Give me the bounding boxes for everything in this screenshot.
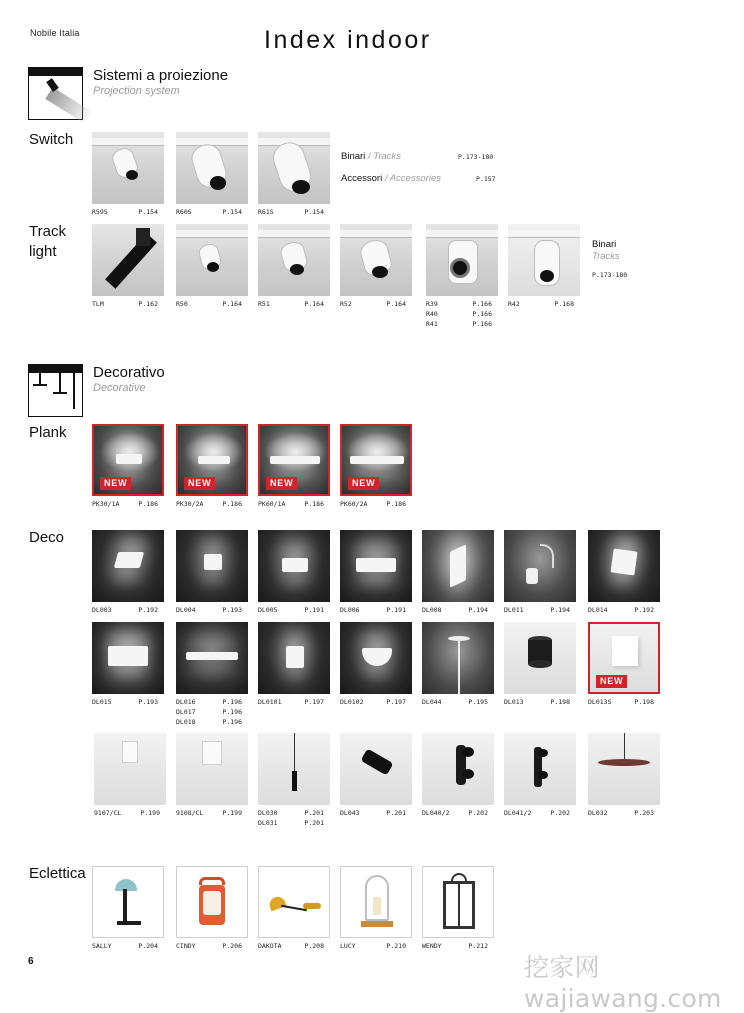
- product-image: [258, 132, 330, 204]
- product-codes: [92, 499, 119, 509]
- group-label-deco: Deco: [29, 529, 65, 546]
- product-image: [258, 224, 330, 296]
- product-image: [422, 733, 494, 805]
- product-card[interactable]: [258, 733, 332, 828]
- product-pages: [222, 697, 242, 727]
- link-track-tracks[interactable]: Tracks: [592, 251, 620, 262]
- product-image: [258, 622, 330, 694]
- product-image: [340, 733, 412, 805]
- product-code: WENDY: [422, 942, 442, 950]
- product-card[interactable]: [176, 224, 250, 309]
- product-code: DL015: [92, 698, 112, 706]
- product-pages: [386, 941, 406, 951]
- product-pages: [138, 299, 158, 309]
- product-image: [258, 530, 330, 602]
- product-page: P.196: [222, 718, 242, 726]
- product-pages: [138, 499, 158, 509]
- product-page: P.166: [472, 320, 492, 328]
- product-page: P.186: [386, 500, 406, 508]
- product-codes: [508, 299, 520, 309]
- product-image: [176, 733, 248, 805]
- product-codes: [422, 941, 442, 951]
- product-code: DL040/2: [422, 809, 450, 817]
- product-page: P.154: [304, 208, 324, 216]
- product-page: P.199: [140, 809, 160, 817]
- product-page: P.192: [634, 606, 654, 614]
- product-card[interactable]: [504, 622, 578, 707]
- product-codes: [176, 941, 196, 951]
- product-card[interactable]: [340, 530, 414, 615]
- product-card[interactable]: [258, 866, 332, 951]
- product-pages: [138, 697, 158, 707]
- product-codes: [258, 299, 270, 309]
- product-pages: [222, 605, 242, 615]
- product-code: R40: [426, 310, 438, 318]
- product-codes: [92, 605, 112, 615]
- product-codes: [588, 605, 608, 615]
- group-label-plank: Plank: [29, 424, 67, 441]
- product-code: DL030: [258, 809, 278, 817]
- pendant-lights-icon: [28, 364, 83, 417]
- product-image: [422, 866, 494, 938]
- product-codes: [176, 697, 196, 727]
- product-card[interactable]: [258, 530, 332, 615]
- product-codes: [92, 697, 112, 707]
- product-pages: [468, 697, 488, 707]
- product-code: PK30/1A: [92, 500, 120, 508]
- brand-name: Nobile Italia: [30, 28, 80, 38]
- product-card[interactable]: [588, 622, 662, 707]
- product-card[interactable]: [258, 224, 332, 309]
- group-label-eclettica: Eclettica: [29, 865, 86, 882]
- product-pages: [222, 299, 242, 309]
- product-codes: [92, 207, 108, 217]
- product-codes: [588, 808, 608, 818]
- product-image: [176, 530, 248, 602]
- page-number: 6: [28, 956, 34, 967]
- product-image: [176, 224, 248, 296]
- product-page: P.186: [304, 500, 324, 508]
- product-page: P.199: [222, 809, 242, 817]
- product-code: R42: [508, 300, 520, 308]
- product-page: P.210: [386, 942, 406, 950]
- product-image: [504, 622, 576, 694]
- product-codes: [176, 808, 203, 818]
- product-codes: [258, 207, 274, 217]
- product-pages: [386, 605, 406, 615]
- product-codes: [426, 299, 438, 329]
- product-card[interactable]: [176, 424, 250, 509]
- product-code: DL016: [176, 698, 196, 706]
- product-page: P.203: [634, 809, 654, 817]
- product-card[interactable]: [422, 733, 496, 818]
- section-title-projection: Sistemi a proiezione: [93, 67, 229, 84]
- section-subtitle-projection: Projection system: [93, 85, 180, 97]
- product-card[interactable]: [422, 622, 496, 707]
- product-code: 9107/CL: [94, 809, 122, 817]
- product-page: P.195: [468, 698, 488, 706]
- product-image: [92, 622, 164, 694]
- product-image: [504, 733, 576, 805]
- product-card[interactable]: [176, 132, 250, 217]
- product-page: P.193: [222, 606, 242, 614]
- product-image: [340, 622, 412, 694]
- product-image: [588, 530, 660, 602]
- product-codes: [340, 299, 352, 309]
- product-codes: [340, 499, 367, 509]
- product-card[interactable]: [176, 622, 250, 727]
- link-accessories[interactable]: Accessori / Accessories: [341, 173, 441, 184]
- product-card[interactable]: [588, 530, 662, 615]
- product-card[interactable]: [176, 866, 250, 951]
- product-code: 9108/CL: [176, 809, 204, 817]
- group-label-switch: Switch: [29, 131, 74, 148]
- product-image: [92, 132, 164, 204]
- product-codes: [258, 697, 281, 707]
- product-page: P.196: [222, 708, 242, 716]
- new-badge: NEW: [596, 675, 627, 688]
- product-page: P.204: [138, 942, 158, 950]
- product-pages: [222, 808, 242, 818]
- product-code: DL0101: [258, 698, 282, 706]
- product-pages: [386, 697, 406, 707]
- product-codes: [258, 808, 278, 828]
- product-code: R50: [176, 300, 188, 308]
- product-image: [176, 424, 248, 496]
- product-page: P.201: [386, 809, 406, 817]
- product-codes: [422, 605, 442, 615]
- link-tracks-page: P.173-180: [458, 153, 494, 161]
- product-pages: [222, 941, 242, 951]
- product-codes: [92, 941, 112, 951]
- product-image: [588, 733, 660, 805]
- product-card[interactable]: [340, 622, 414, 707]
- product-code: PK30/2A: [176, 500, 204, 508]
- product-pages: [472, 299, 492, 329]
- product-code: R60S: [176, 208, 192, 216]
- product-card[interactable]: [422, 866, 496, 951]
- product-pages: [138, 941, 158, 951]
- product-pages: [468, 808, 488, 818]
- product-card[interactable]: [176, 530, 250, 615]
- product-code: DL004: [176, 606, 196, 614]
- product-codes: [92, 299, 104, 309]
- product-image: [258, 733, 330, 805]
- product-code: DL008: [422, 606, 442, 614]
- section-title-decorative: Decorativo: [93, 364, 165, 381]
- product-code: DL013S: [588, 698, 612, 706]
- product-card[interactable]: [504, 530, 578, 615]
- product-pages: [304, 808, 324, 828]
- product-page: P.191: [386, 606, 406, 614]
- product-page: P.198: [634, 698, 654, 706]
- product-code: R39: [426, 300, 438, 308]
- product-code: R51: [258, 300, 270, 308]
- product-card[interactable]: [422, 530, 496, 615]
- track-spotlight-icon: [28, 67, 83, 120]
- product-page: P.154: [222, 208, 242, 216]
- product-image: [92, 424, 164, 496]
- new-badge: NEW: [348, 477, 379, 490]
- product-pages: [304, 941, 324, 951]
- product-image: [340, 530, 412, 602]
- product-codes: [258, 499, 285, 509]
- product-code: DL011: [504, 606, 524, 614]
- product-card[interactable]: [508, 224, 582, 309]
- product-code: DAKOTA: [258, 942, 282, 950]
- product-card[interactable]: [340, 866, 414, 951]
- product-image: [508, 224, 580, 296]
- product-card[interactable]: [92, 424, 166, 509]
- product-card[interactable]: [176, 733, 250, 818]
- product-page: P.193: [138, 698, 158, 706]
- product-codes: [176, 299, 188, 309]
- product-card[interactable]: [92, 622, 166, 707]
- new-badge: NEW: [184, 477, 215, 490]
- product-card[interactable]: [92, 224, 166, 309]
- product-code: LUCY: [340, 942, 356, 950]
- product-image: [340, 224, 412, 296]
- product-page: P.164: [304, 300, 324, 308]
- watermark: 挖家网 wajiawang.com: [524, 953, 722, 1013]
- product-codes: [504, 697, 524, 707]
- product-image: [340, 424, 412, 496]
- product-codes: [422, 697, 442, 707]
- product-page: P.201: [304, 809, 324, 817]
- product-page: P.201: [304, 819, 324, 827]
- link-accessories-page: P.157: [476, 175, 496, 183]
- product-pages: [550, 697, 570, 707]
- product-image: [176, 132, 248, 204]
- product-image: [92, 530, 164, 602]
- product-card[interactable]: [258, 424, 332, 509]
- product-card[interactable]: [258, 132, 332, 217]
- product-image: [422, 622, 494, 694]
- product-codes: [504, 808, 531, 818]
- product-page: P.196: [222, 698, 242, 706]
- product-code: DL013: [504, 698, 524, 706]
- product-page: P.166: [472, 300, 492, 308]
- product-page: P.154: [138, 208, 158, 216]
- product-page: P.194: [550, 606, 570, 614]
- page-title: Index indoor: [264, 26, 432, 54]
- product-page: P.162: [138, 300, 158, 308]
- product-image: [258, 866, 330, 938]
- product-page: P.194: [468, 606, 488, 614]
- product-codes: [340, 808, 360, 818]
- product-code: TLM: [92, 300, 104, 308]
- product-code: DL018: [176, 718, 196, 726]
- product-code: PK60/2A: [340, 500, 368, 508]
- product-code: SALLY: [92, 942, 112, 950]
- product-pages: [634, 808, 654, 818]
- product-pages: [554, 299, 574, 309]
- product-card[interactable]: [588, 733, 662, 818]
- product-pages: [468, 941, 488, 951]
- product-code: PK60/1A: [258, 500, 286, 508]
- product-page: P.166: [472, 310, 492, 318]
- product-card[interactable]: [426, 224, 500, 329]
- product-card[interactable]: [504, 733, 578, 818]
- product-codes: [176, 207, 192, 217]
- product-image: [92, 224, 164, 296]
- product-codes: [422, 808, 449, 818]
- product-image: [176, 866, 248, 938]
- product-page: P.164: [386, 300, 406, 308]
- product-pages: [550, 808, 570, 818]
- product-page: P.192: [138, 606, 158, 614]
- product-pages: [304, 697, 324, 707]
- product-code: DL044: [422, 698, 442, 706]
- product-code: DL017: [176, 708, 196, 716]
- product-code: DL006: [340, 606, 360, 614]
- product-page: P.197: [386, 698, 406, 706]
- product-image: [176, 622, 248, 694]
- product-pages: [222, 207, 242, 217]
- product-codes: [258, 941, 281, 951]
- product-code: DL041/2: [504, 809, 532, 817]
- link-track-binari[interactable]: Binari: [592, 239, 617, 250]
- product-page: P.208: [304, 942, 324, 950]
- product-codes: [504, 605, 524, 615]
- product-code: R41: [426, 320, 438, 328]
- product-page: P.202: [550, 809, 570, 817]
- product-page: P.206: [222, 942, 242, 950]
- product-code: DL0102: [340, 698, 364, 706]
- section-subtitle-decorative: Decorative: [93, 382, 146, 394]
- product-pages: [304, 605, 324, 615]
- group-label-track-light: Track light: [29, 223, 66, 260]
- product-codes: [258, 605, 278, 615]
- product-page: P.186: [138, 500, 158, 508]
- product-page: P.168: [554, 300, 574, 308]
- product-card[interactable]: [94, 733, 168, 818]
- product-pages: [386, 499, 406, 509]
- product-codes: [94, 808, 121, 818]
- product-code: DL003: [92, 606, 112, 614]
- product-pages: [550, 605, 570, 615]
- product-card[interactable]: [92, 866, 166, 951]
- product-codes: [340, 605, 360, 615]
- product-pages: [304, 299, 324, 309]
- new-badge: NEW: [266, 477, 297, 490]
- product-image: [426, 224, 498, 296]
- product-pages: [304, 207, 324, 217]
- product-pages: [634, 697, 654, 707]
- product-codes: [340, 697, 363, 707]
- product-page: P.164: [222, 300, 242, 308]
- product-card[interactable]: [340, 733, 414, 818]
- product-codes: [588, 697, 611, 707]
- product-page: P.197: [304, 698, 324, 706]
- product-code: DL014: [588, 606, 608, 614]
- product-pages: [138, 207, 158, 217]
- product-code: CINDY: [176, 942, 196, 950]
- product-pages: [386, 808, 406, 818]
- product-image: [588, 622, 660, 694]
- product-card[interactable]: [340, 424, 414, 509]
- product-page: P.191: [304, 606, 324, 614]
- product-pages: [468, 605, 488, 615]
- product-code: DL031: [258, 819, 278, 827]
- product-pages: [304, 499, 324, 509]
- product-pages: [386, 299, 406, 309]
- product-card[interactable]: [258, 622, 332, 707]
- product-page: P.212: [468, 942, 488, 950]
- product-image: [340, 866, 412, 938]
- product-codes: [176, 499, 203, 509]
- product-pages: [222, 499, 242, 509]
- product-codes: [176, 605, 196, 615]
- product-page: P.202: [468, 809, 488, 817]
- link-track-page: P.173-180: [592, 271, 628, 279]
- product-page: P.186: [222, 500, 242, 508]
- product-code: DL043: [340, 809, 360, 817]
- product-image: [94, 733, 166, 805]
- product-code: R59S: [92, 208, 108, 216]
- product-code: DL032: [588, 809, 608, 817]
- product-codes: [340, 941, 356, 951]
- product-code: R61S: [258, 208, 274, 216]
- product-image: [258, 424, 330, 496]
- product-card[interactable]: [92, 530, 166, 615]
- product-image: [92, 866, 164, 938]
- product-pages: [138, 605, 158, 615]
- product-card[interactable]: [92, 132, 166, 217]
- product-code: DL005: [258, 606, 278, 614]
- product-image: [504, 530, 576, 602]
- product-pages: [634, 605, 654, 615]
- product-code: R52: [340, 300, 352, 308]
- new-badge: NEW: [100, 477, 131, 490]
- product-page: P.198: [550, 698, 570, 706]
- product-pages: [140, 808, 160, 818]
- product-image: [422, 530, 494, 602]
- product-card[interactable]: [340, 224, 414, 309]
- link-tracks[interactable]: Binari / Tracks: [341, 151, 402, 162]
